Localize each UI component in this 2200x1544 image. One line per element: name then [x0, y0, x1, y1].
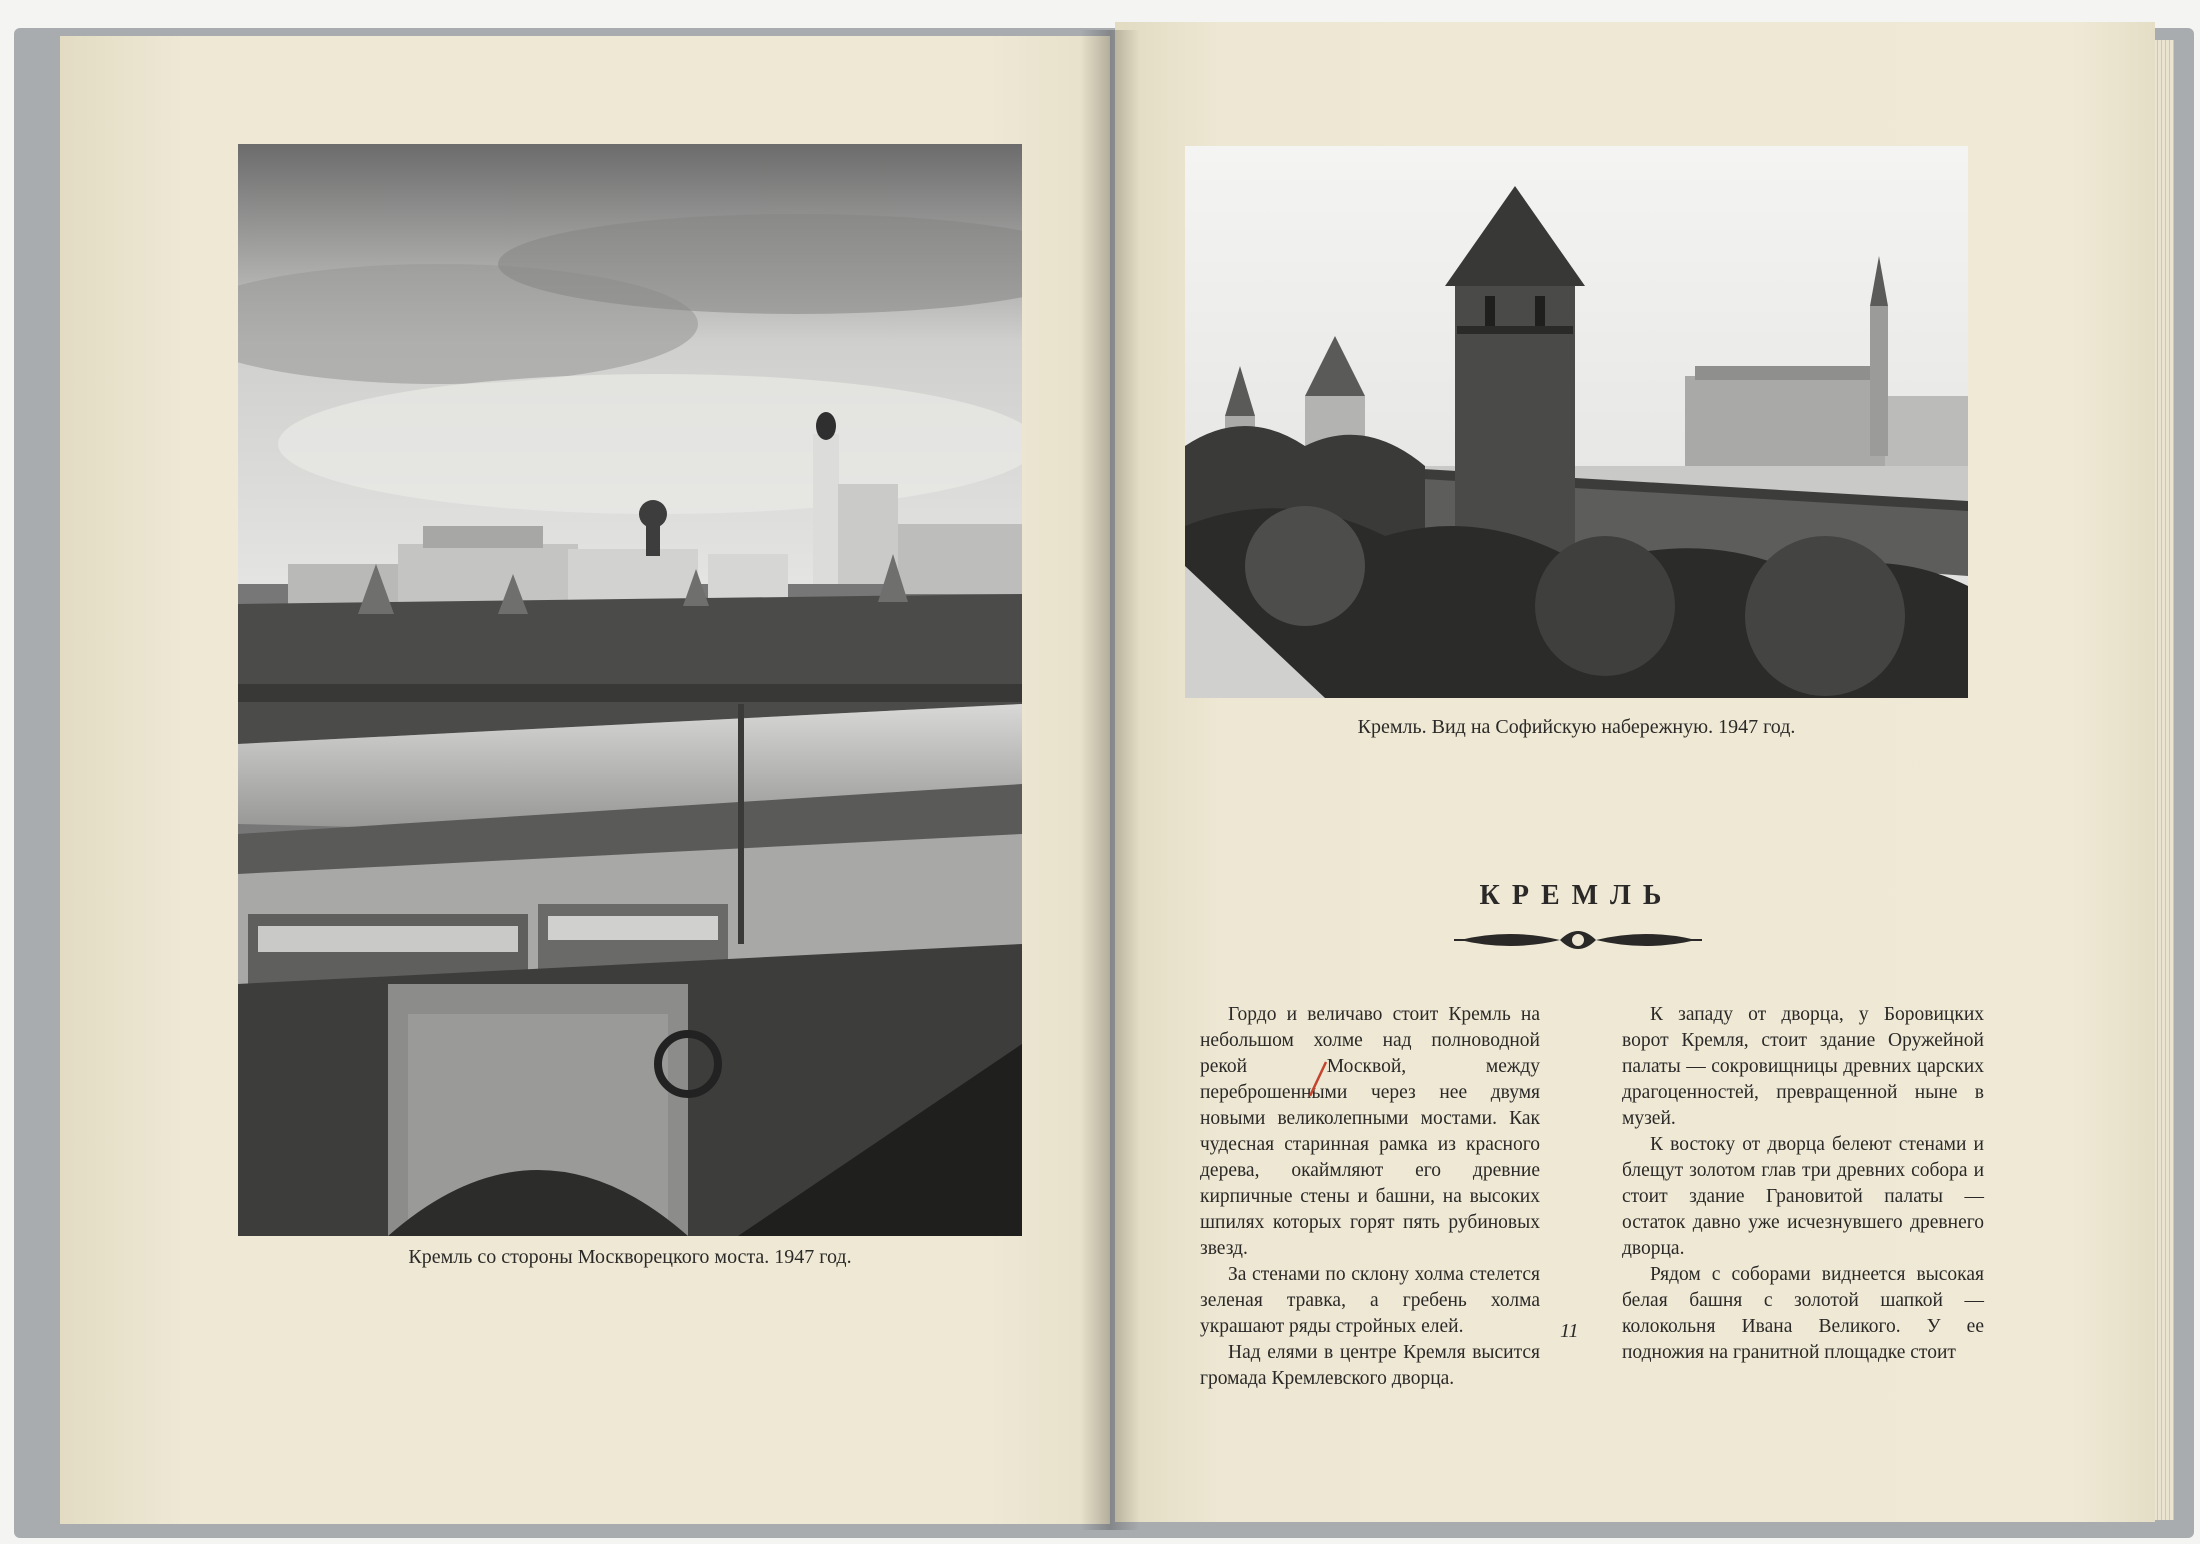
book-spine: [1080, 30, 1140, 1530]
paragraph: К востоку от дворца белеют стенами и блещут золотом глав три древних собора и стоит здание Грановитой палаты — остаток давно уже исчезнувшего древнего дворца.: [1622, 1134, 1984, 1259]
text-column-left: [1200, 1002, 1540, 1392]
right-photo-caption: Кремль. Вид на Софийскую набережную. 1947 год.: [1357, 716, 1796, 738]
paragraph: Рядом с соборами виднеется высокая белая башня с золотой шапкой — колокольня Ивана Великого. У ее подножия на гранитной площадке стоит: [1622, 1264, 1984, 1363]
page-number: 11: [1560, 1320, 1579, 1342]
paragraph: Гордо и величаво стоит Кремль на небольшом холме над полноводной рекой Москвой, между переброшенными через нее двумя новыми великолепными мостами. Как чудесная старинная рамка из красного дерева, окаймляют его древние кирпичные стены и башни, на высоких шпилях которых горят пять рубиновых звезд.: [1200, 1004, 1540, 1259]
paragraph: Над елями в центре Кремля высится громада Кремлевского дворца.: [1200, 1342, 1540, 1389]
text-column-right: [1622, 1002, 1984, 1366]
paragraph: За стенами по склону холма стелется зеленая травка, а гребень холма украшают ряды стройных елей.: [1200, 1264, 1540, 1337]
section-heading: КРЕМЛЬ: [1479, 880, 1674, 911]
ornament-divider-icon: [1450, 918, 1706, 962]
red-pencil-mark: [1306, 1060, 1330, 1098]
left-photo-caption: Кремль со стороны Москворецкого моста. 1947 год.: [408, 1246, 852, 1268]
photo-kremlin-sofiyskaya: [1185, 146, 1968, 698]
paragraph: К западу от дворца, у Боровицких ворот Кремля, стоит здание Оружейной палаты — сокровищницы древних царских драгоценностей, превращенной ныне в музей.: [1622, 1004, 1984, 1129]
photo-kremlin-from-bridge: [238, 144, 1022, 1236]
